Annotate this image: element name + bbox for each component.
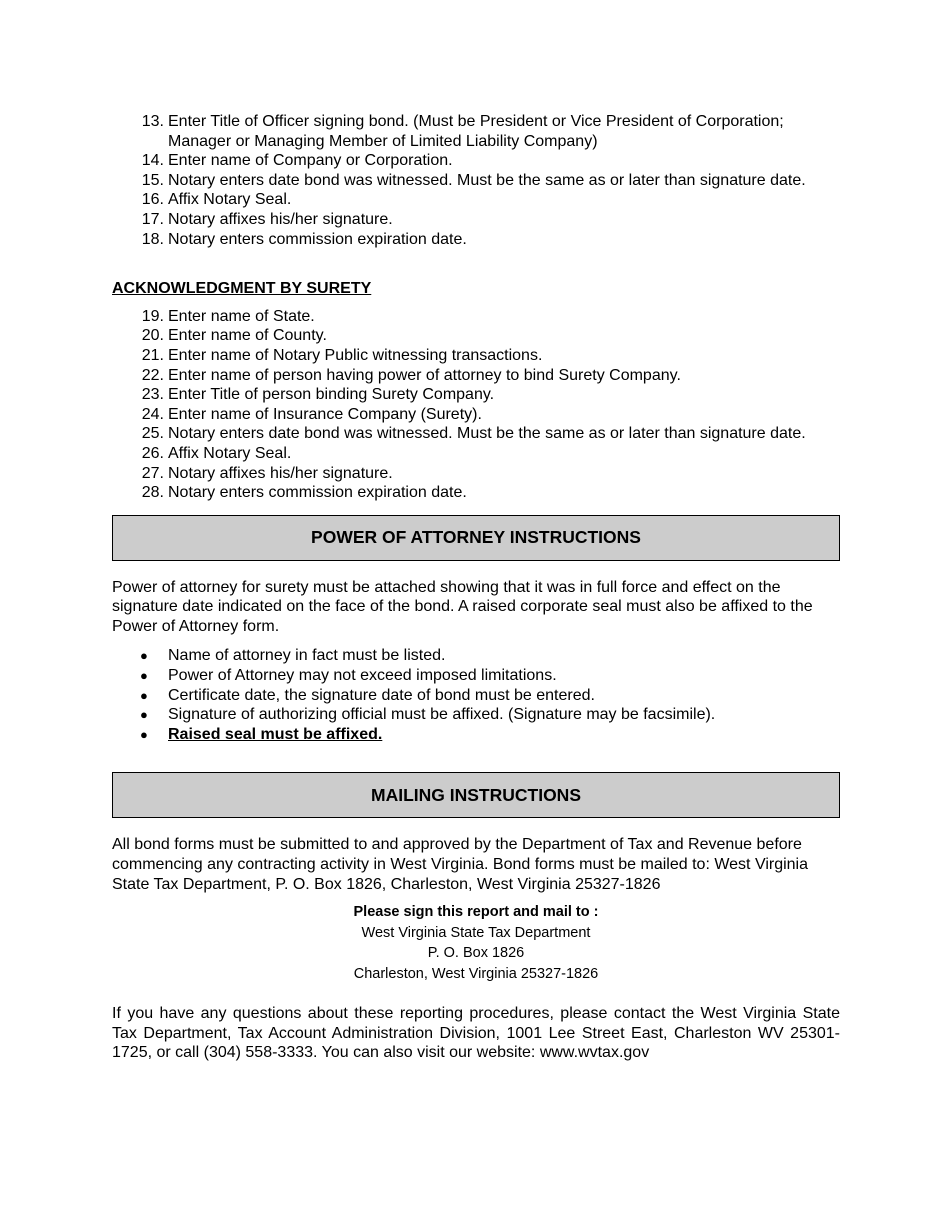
step-number: 22. (141, 366, 164, 384)
list-item (112, 483, 840, 503)
list-item (112, 646, 840, 666)
step-number: 16. (141, 191, 164, 209)
step-number: 15. (141, 171, 164, 189)
step-text: Enter name of State. (168, 307, 315, 325)
list-item (112, 171, 840, 191)
bullet-text: Certificate date, the signature date of bond must be entered. (168, 686, 595, 704)
list-item (112, 444, 840, 464)
step-text: Enter name of Notary Public witnessing transactions. (168, 346, 543, 364)
document-page (112, 112, 840, 1063)
list-item (112, 424, 840, 444)
list-item (112, 230, 840, 250)
step-number: 28. (141, 484, 164, 502)
list-item (112, 686, 840, 706)
bullet-text: Signature of authorizing official must be affixed. (Signature may be facsimile). (168, 706, 716, 724)
step-number: 13. (141, 113, 164, 130)
bullet-icon: ● (140, 687, 148, 703)
step-number: 14. (141, 152, 164, 170)
list-item (112, 151, 840, 171)
step-text: Enter Title of Officer signing bond. (Must be President or Vice President of Corporation; Manager or Managing Member of Limited Liability Company) (168, 113, 784, 150)
acknowledgment-heading: ACKNOWLEDGMENT BY SURETY (112, 280, 372, 298)
bullet-icon: ● (140, 726, 148, 742)
list-item (112, 210, 840, 230)
list-item (112, 190, 840, 210)
step-text: Notary enters date bond was witnessed. Must be the same as or later than signature date. (168, 171, 806, 189)
bullet-text: Name of attorney in fact must be listed. (168, 647, 446, 665)
list-item (112, 346, 840, 366)
bullet-icon: ● (140, 668, 148, 684)
address-line: Charleston, West Virginia 25327-1826 (353, 965, 599, 982)
step-text: Notary enters commission expiration date. (168, 230, 467, 248)
mailing-paragraph: All bond forms must be submitted to and approved by the Department of Tax and Revenue before commencing any contracting activity in West Virginia. Bond forms must be mailed to: West Virginia State Tax Department, P. O. Box 1826, Charleston, West Virginia 25327-1826 (112, 836, 809, 893)
power-of-attorney-paragraph: Power of attorney for surety must be attached showing that it was in full force and effect on the signature date indicated on the face of the bond. A raised corporate seal must also be affixed to the Power of Attorney form. (112, 578, 813, 635)
steps-list-part1 (112, 112, 840, 249)
power-of-attorney-title: POWER OF ATTORNEY INSTRUCTIONS (112, 515, 840, 561)
step-text: Enter name of Company or Corporation. (168, 152, 453, 170)
step-number: 17. (141, 210, 164, 228)
list-item (112, 405, 840, 425)
list-item (112, 112, 840, 151)
step-text: Notary affixes his/her signature. (168, 464, 393, 482)
power-of-attorney-bullets (112, 646, 840, 744)
list-item (112, 464, 840, 484)
step-text: Affix Notary Seal. (168, 191, 292, 209)
mailing-address-block (112, 902, 840, 984)
list-item (112, 385, 840, 405)
step-number: 18. (141, 230, 164, 248)
list-item (112, 307, 840, 327)
list-item (112, 725, 840, 745)
step-text: Enter name of Insurance Company (Surety). (168, 405, 482, 423)
list-item (112, 666, 840, 686)
raised-seal-notice: Raised seal must be affixed. (168, 725, 383, 743)
step-number: 19. (141, 307, 164, 325)
step-text: Enter Title of person binding Surety Company. (168, 386, 495, 404)
bullet-text: Power of Attorney may not exceed imposed limitations. (168, 667, 557, 685)
bullet-icon: ● (140, 707, 148, 723)
step-number: 20. (141, 327, 164, 345)
step-text: Enter name of person having power of attorney to bind Surety Company. (168, 366, 681, 384)
step-number: 25. (141, 425, 164, 443)
list-item (112, 366, 840, 386)
list-item (112, 326, 840, 346)
address-heading: Please sign this report and mail to : (353, 904, 599, 921)
step-text: Notary enters date bond was witnessed. Must be the same as or later than signature date. (168, 425, 806, 443)
acknowledgment-steps-list (112, 307, 840, 503)
step-text: Notary affixes his/her signature. (168, 210, 393, 228)
list-item (112, 705, 840, 725)
step-text: Affix Notary Seal. (168, 444, 292, 462)
step-number: 26. (141, 444, 164, 462)
step-text: Notary enters commission expiration date. (168, 484, 467, 502)
contact-paragraph: If you have any questions about these reporting procedures, please contact the West Virginia State Tax Department, Tax Account Administration Division, 1001 Lee Street East, Charleston WV 25301-1725, or call (304) 558-3333. You can also visit our website: www.wvtax.gov (112, 1005, 840, 1062)
step-number: 21. (141, 346, 164, 364)
step-text: Enter name of County. (168, 327, 327, 345)
step-number: 24. (141, 405, 164, 423)
step-number: 23. (141, 386, 164, 404)
mailing-instructions-title: MAILING INSTRUCTIONS (112, 772, 840, 818)
bullet-icon: ● (140, 648, 148, 664)
address-line: West Virginia State Tax Department (361, 924, 591, 941)
address-line: P. O. Box 1826 (427, 945, 525, 962)
step-number: 27. (141, 464, 164, 482)
